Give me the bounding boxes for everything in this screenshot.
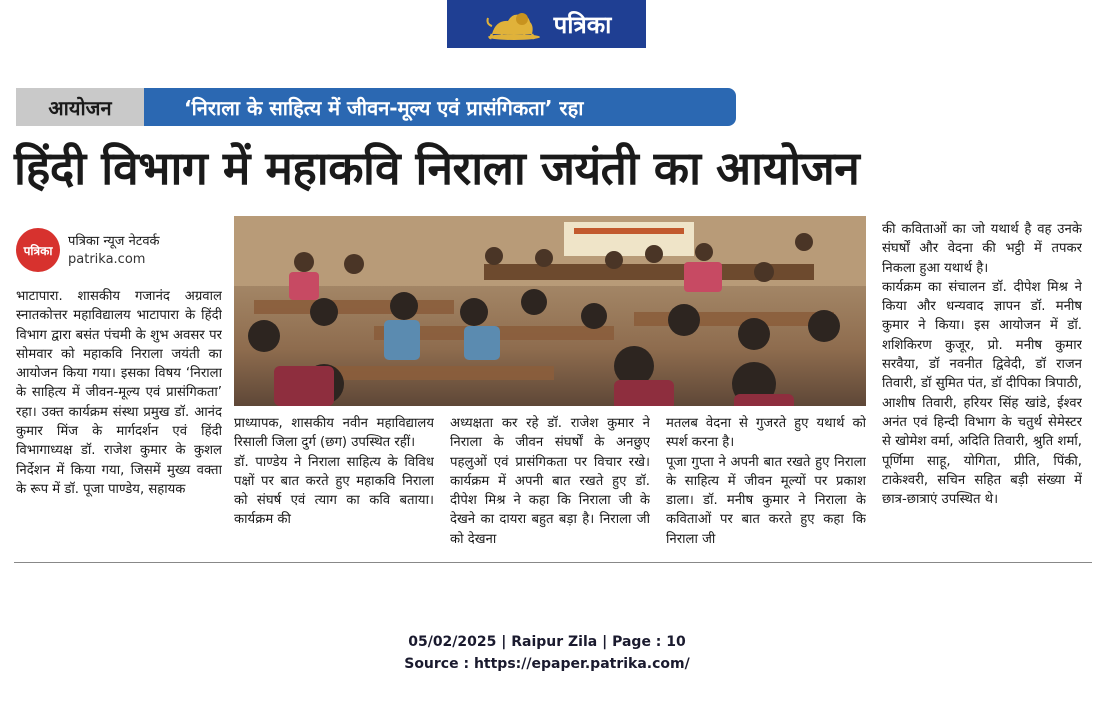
byline-network: पत्रिका न्यूज नेटवर्क (68, 234, 160, 249)
footer-date-line: 05/02/2025 | Raipur Zila | Page : 10 (408, 634, 686, 650)
bottom-divider (14, 562, 1092, 563)
byline (16, 228, 226, 272)
lion-icon (482, 6, 546, 42)
masthead-logo (447, 0, 646, 48)
headline: हिंदी विभाग में महाकवि निराला जयंती का आयोजन (14, 141, 860, 195)
footer-source-line: Source : https://epaper.patrika.com/ (404, 656, 690, 672)
photo-illustration (234, 216, 866, 406)
kicker-banner: ‘निराला के साहित्य में जीवन-मूल्य एवं प्रासंगिकता’ रहा (144, 88, 736, 126)
article-column-3: अध्यक्षता कर रहे डॉ. राजेश कुमार ने निराला के जीवन संघर्षों के अनछुए पहलुओं एवं प्रासंगिकता पर विचार रखे। कार्यक्रम में अपनी बात रखते हुए डॉ. दीपेश मिश्र ने कहा कि निराला जी के देखने का दायरा बहुत बड़ा है। निराला जी को देखना (450, 416, 650, 547)
article-column-5: की कविताओं का जो यथार्थ है वह उनके संघर्षों और वेदना की भट्ठी में तपकर निकला हुआ यथार्थ है। कार्यक्रम का संचालन डॉ. दीपेश मिश्र ने किया और धन्यवाद ज्ञापन डॉ. मनीष कुमार ने किया। इस आयोजन में डॉ. शशिकिरण कुजूर, प्रो. मनीष कुमार सरवैया, डॉ नवनीत द्विवेदी, डॉ राजन तिवारी, डॉ सुमित पंत, डॉ दीपिका त्रिपाठी, आशीष तिवारी, हरियर सिंह खांडे, ईश्वर अनंत एवं हिन्दी विभाग के चतुर्थ सेमेस्टर से खोमेश वर्मा, अदिति तिवारी, श्रुति शर्मा, पूर्णिमा साहू, योगिता, प्रीति, पिंकी, टाकेश्वरी, सचिन सहित बड़ी संख्या में छात्र-छात्राएं उपस्थित थे। (882, 222, 1082, 508)
masthead-title: पत्रिका (553, 9, 612, 39)
byline-site: patrika.com (68, 252, 146, 267)
classroom-photo (234, 216, 866, 406)
kicker-row (16, 88, 736, 126)
kicker-tag: आयोजन (16, 88, 144, 126)
patrika-logo-icon: पत्रिका (16, 228, 60, 272)
article-column-1: भाटापारा. शासकीय गजानंद अग्रवाल स्नातकोत्तर महाविद्यालय भाटापारा के हिंदी विभाग द्वारा बसंत पंचमी के शुभ अवसर पर सोमवार को महाकवि निराला जयंती का आयोजन किया गया। इसका विषय ‘निराला के साहित्य में जीवन-मूल्य एवं प्रासंगिकता’ रहा। उक्त कार्यक्रम संस्था प्रमुख डॉ. आनंद कुमार मिंज के मार्गदर्शन एवं हिंदी विभागाध्यक्ष डॉ. राजेश कुमार के कुशल निर्देशन में किया गया, जिसमें मुख्य वक्ता के रूप में डॉ. पूजा पाण्डेय, सहायक (16, 289, 222, 497)
article-column-2: प्राध्यापक, शासकीय नवीन महाविद्यालय रिसाली जिला दुर्ग (छग) उपस्थित रहीं। डॉ. पाण्डेय ने निराला साहित्य के विविध पक्षों पर बात करते हुए महाकवि निराला को संघर्ष एवं त्याग का कवि बताया। कार्यक्रम की (234, 416, 434, 528)
article-column-4: मतलब वेदना से गुजरते हुए यथार्थ को स्पर्श करना है। पूजा गुप्ता ने अपनी बात रखते हुए निराला के साहित्य में जीवन मूल्यों पर प्रकाश डाला। डॉ. मनीष कुमार ने निराला के कविताओं पर बात करते हुए कहा कि निराला जी (666, 416, 866, 547)
